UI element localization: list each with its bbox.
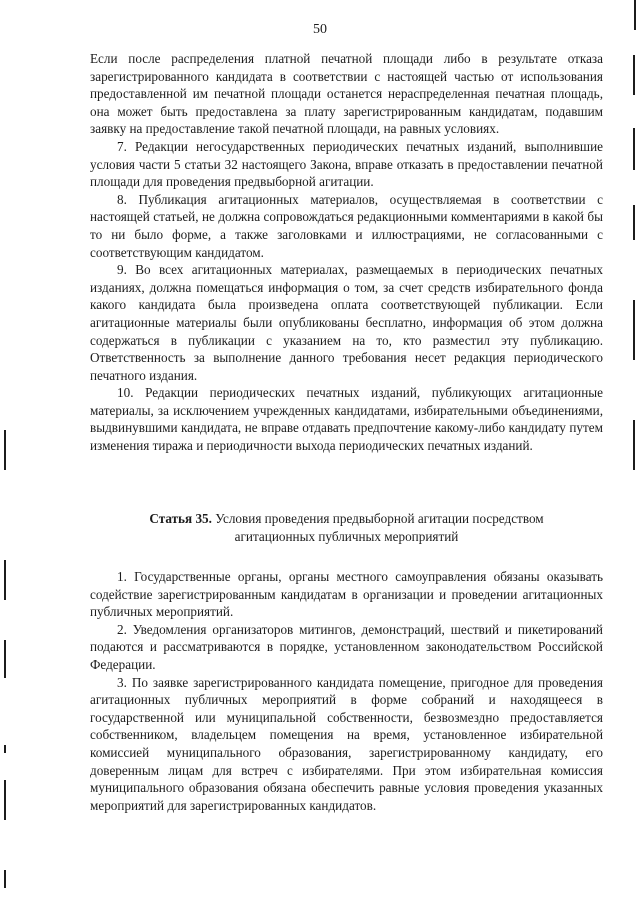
paragraph-3: 3. По заявке зарегистрированного кандидата помещение, пригодное для проведения агитационных публичных мероприятий в форме собраний и находящееся в государственной или муниципальной собственности, безвозмездно предоставляется собственником, владельцем помещения на время, установленное избирательной комиссией муниципального образования, зарегистрированному кандидату, его доверенным лицам для встреч с избирателями. При этом избирательная комиссия муниципального образования обязана обеспечить равные условия проведения указанных мероприятий для зарегистрированных кандидатов. xyxy=(90,674,603,813)
paragraph-8: 8. Публикация агитационных материалов, осуществляемая в соответствии с настоящей статьей, не должна сопровождаться редакционными комментариями в какой бы то ни было форме, а также заголовками и иллюстрациями, не согласованными с соответствующим кандидатом. xyxy=(90,191,603,260)
scan-edge-mark xyxy=(4,430,6,470)
paragraph-2: 2. Уведомления организаторов митингов, демонстраций, шествий и пикетирований подаются и рассматриваются в порядке, установленном законодательством Российской Федерации. xyxy=(90,621,603,672)
paragraph-10: 10. Редакции периодических печатных изданий, публикующих агитационные материалы, за исключением учрежденных кандидатами, избирательными объединениями, выдвинувшими кандидата, не вправе отдавать предпочтение какому-либо кандидату путем изменения тиража и периодичности выхода периодических печатных изданий. xyxy=(90,385,603,454)
scan-edge-mark xyxy=(4,780,6,820)
scan-edge-mark xyxy=(633,420,635,470)
paragraph-1: 1. Государственные органы, органы местного самоуправления обязаны оказывать содействие зарегистрированным кандидатам в организации и проведении агитационных публичных мероприятий. xyxy=(90,569,603,620)
scan-edge-mark xyxy=(4,870,6,888)
scan-edge-mark xyxy=(4,560,6,600)
article-title: Условия проведения предвыборной агитации посредством агитационных публичных мероприятий xyxy=(215,511,544,544)
scan-edge-mark xyxy=(633,205,635,240)
paragraph-continuation: Если после распределения платной печатной площади либо в результате отказа зарегистрированного кандидата в соответствии с настоящей частью от использования предоставленной им печатной площади останется нераспределенная печатная площадь, она может быть предоставлена за плату зарегистрированным кандидатам, подавшим заявку на предоставление такой печатной площади, на равных условиях. xyxy=(90,51,603,137)
article-number: Статья 35. xyxy=(149,511,212,526)
paragraph-9: 9. Во всех агитационных материалах, размещаемых в периодических печатных изданиях, должна помещаться информация о том, за счет средств избирательного фонда какого кандидата была произведена оплата соответствующей публикации. Если агитационные материалы были опубликованы бесплатно, информация об этом должна содержаться в публикации с указанием на то, кто разместил эту публикацию. Ответственность за выполнение данного требования несет редакция периодического печатного издания. xyxy=(90,262,603,383)
scan-edge-mark xyxy=(4,640,6,678)
scan-edge-mark xyxy=(633,128,635,170)
article-heading xyxy=(110,510,583,545)
text-block-upper xyxy=(90,50,603,455)
paragraph-7: 7. Редакции негосударственных периодических печатных изданий, выполнившие условия части 5 статьи 32 настоящего Закона, вправе отказать в предоставлении печатной площади для проведения предвыборной агитации. xyxy=(90,138,603,190)
scan-edge-mark xyxy=(633,55,635,95)
scan-edge-mark xyxy=(634,0,636,30)
text-block-lower xyxy=(90,568,603,814)
scan-edge-mark xyxy=(633,300,635,360)
page-number: 50 xyxy=(313,22,327,37)
scan-edge-mark xyxy=(4,745,6,753)
